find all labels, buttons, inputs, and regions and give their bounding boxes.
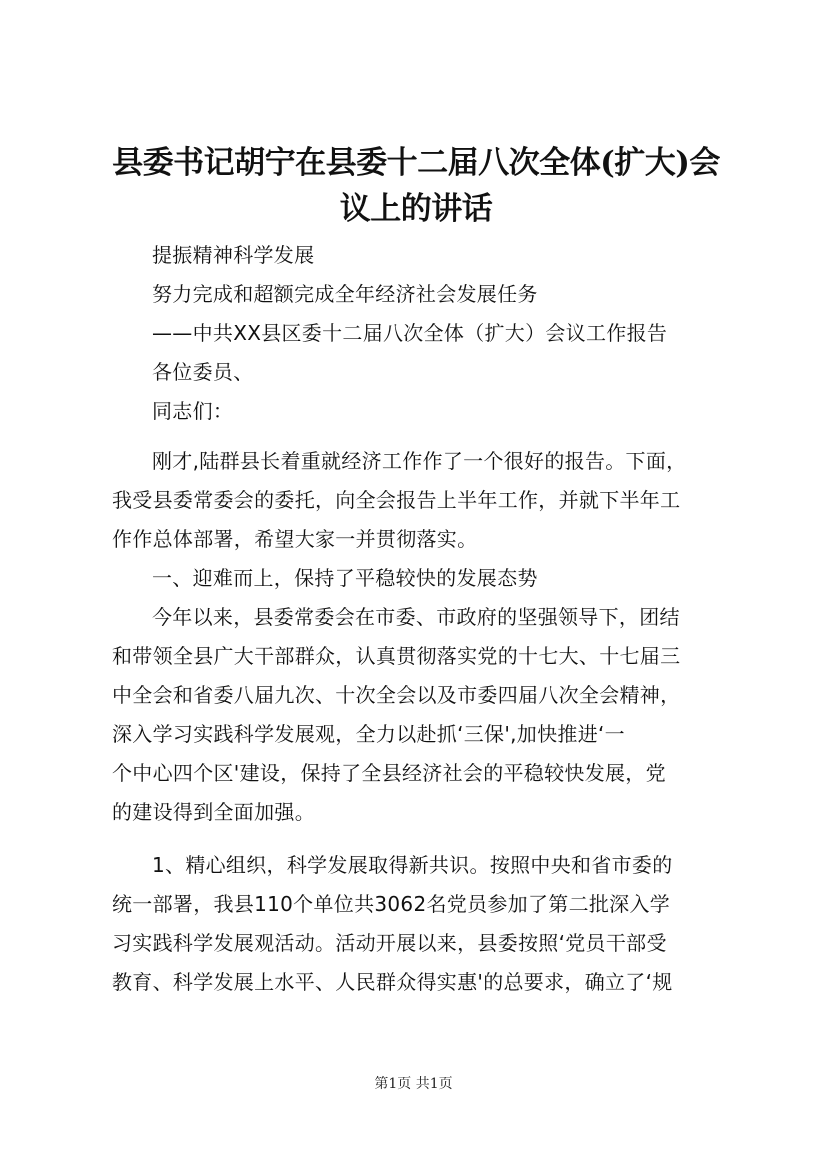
body-line: 中全会和省委八届九次、十次全会以及市委四届八次全会精神， xyxy=(112,683,681,707)
body-line: 今年以来，县委常委会在市委、市政府的坚强领导下，团结 xyxy=(152,605,680,629)
subtitle-line-1: 提振精神科学发展 xyxy=(152,243,315,267)
body-line: 个中心四个区'建设，保持了全县经济社会的平稳较快发展，党 xyxy=(112,761,666,785)
salutation-line-2: 同志们： xyxy=(152,399,234,423)
document-title xyxy=(108,140,724,232)
subtitle-line-2: 努力完成和超额完成全年经济社会发展任务 xyxy=(152,282,538,306)
body-line: 和带领全县广大干部群众，认真贯彻落实党的十七大、十七届三 xyxy=(112,644,681,668)
body-line: 教育、科学发展上水平、人民群众得实惠'的总要求，确立了‘规 xyxy=(112,970,673,994)
body-line: 1、精心组织，科学发展取得新共识。按照中央和省市委的 xyxy=(152,853,673,877)
salutation-line-1: 各位委员、 xyxy=(152,360,254,384)
body-line: 统一部署，我县110个单位共3062名党员参加了第二批深入学 xyxy=(112,892,671,916)
body-line: 的建设得到全面加强。 xyxy=(112,800,315,824)
body-line: 我受县委常委会的委托，向全会报告上半年工作，并就下半年工 xyxy=(112,488,681,512)
title-line-1: 县委书记胡宁在县委十二届八次全体(扩大)会 xyxy=(112,145,720,181)
title-line-2: 议上的讲话 xyxy=(339,191,493,227)
body-line: 习实践科学发展观活动。活动开展以来，县委按照‘党员干部受 xyxy=(112,931,667,955)
body-line: 刚才,陆群县长着重就经济工作作了一个很好的报告。下面， xyxy=(152,449,687,473)
body-line: 作作总体部署，希望大家一并贯彻落实。 xyxy=(112,527,478,551)
page-number-footer: 第1页 共1页 xyxy=(374,1076,453,1092)
body-line: 深入学习实践科学发展观，全力以赴抓‘三保',加快推进‘一 xyxy=(112,722,625,746)
subtitle-line-3: ——中共XX县区委十二届八次全体（扩大）会议工作报告 xyxy=(152,321,668,345)
section-heading: 一、迎难而上，保持了平稳较快的发展态势 xyxy=(152,566,538,590)
